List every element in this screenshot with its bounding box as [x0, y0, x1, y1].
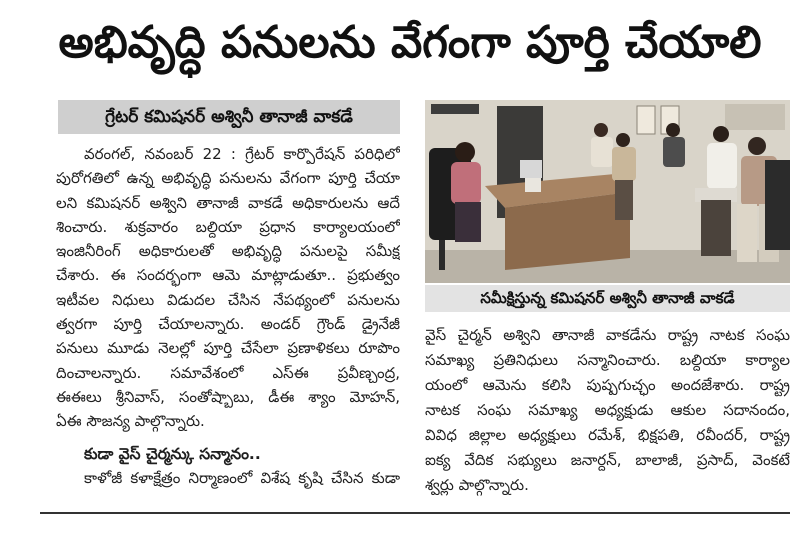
sub-headline: కుడా వైస్ చైర్మన్కు సన్మానం.. [84, 444, 261, 463]
official-legs [701, 200, 731, 256]
body-line: యంలో ఆమెను కలిసి పుష్పగుచ్ఛం అందజేశారు. రాష్ట్ర [425, 376, 790, 394]
official-legs [737, 204, 757, 262]
body-line: ఏఈ సౌజన్య పాల్గొన్నారు. [56, 412, 205, 431]
official-head [594, 123, 608, 137]
commissioner-legs [455, 202, 481, 242]
visitor-chair [765, 160, 790, 250]
body-line: ఇంజినీరింగ్ అధికారులతో అభివృద్ధి పనులపై సమీక్ష [56, 242, 400, 261]
body-line: పురోగతిలో ఉన్న అభివృద్ధి పనులను వేగంగా పూర్తి చేయా [56, 169, 400, 188]
body-line: సమాఖ్య ప్రతినిధులు సన్మానించారు. బల్దియా కార్యాల [425, 351, 790, 369]
commissioner-body [451, 162, 481, 204]
body-line: చేశారు. ఈ సందర్భంగా ఆమె మాట్లాడుతూ.. ప్రభుత్వం [56, 266, 400, 285]
ac-unit [431, 104, 479, 114]
body-line: ఈఈలు శ్రీనివాస్, సంతోష్బాబు, డీఈ శ్యాం మోహన్, [56, 387, 400, 406]
official-body [591, 137, 613, 167]
official-lap-papers [695, 188, 737, 202]
commissioner-head [455, 142, 475, 162]
official-head [748, 137, 766, 155]
official-body [612, 147, 636, 181]
body-line: లని కమిషనర్ అశ్విని తానాజీ వాకడే అధికారులను ఆదే [56, 193, 400, 212]
body-line: వివిధ జిల్లాల అధ్యక్షులు రమేశ్, భిక్షపతి, రవీందర్, రాష్ట్ర [425, 426, 790, 444]
bottom-rule [40, 512, 790, 514]
body-line: వరంగల్, నవంబర్ 22 : గ్రేటర్ కార్పొరేషన్ పరిధిలో [84, 145, 400, 163]
chair-leg [439, 240, 445, 270]
headline: అభివృద్ధి పనులను వేగంగా పూర్తి చేయాలి [58, 17, 762, 68]
body-line: శ్వర్లు పాల్గొన్నారు. [425, 476, 529, 494]
body-line: ఐక్య వేదిక సభ్యులు జనార్దన్, బాలాజీ, ప్రసాద్, వెంకటే [425, 451, 790, 469]
body-line: దించాలన్నారు. సమావేశంలో ఎస్ఈ ప్రవీణ్చంద్ర, [56, 363, 400, 382]
official-body [663, 137, 685, 167]
photo-caption: సమీక్షిస్తున్న కమిషనర్ అశ్వినీ తానాజీ వాకడే [425, 285, 790, 312]
official-head [713, 126, 729, 142]
body-line: వైస్ చైర్మన్ అశ్విని తానాజీ వాకడేను రాష్ట్ర నాటక సంఘ [425, 326, 790, 344]
body-line: త్వరగా పూర్తి చేయాలన్నారు. అండర్ గ్రౌండ్ డ్రైనేజీ [56, 315, 400, 334]
news-photo [425, 100, 790, 283]
body-line: ఇటీవల నిధులు విడుదల చేసిన నేపథ్యంలో పనులను [56, 290, 400, 309]
body-line: కాళోజీ కళాక్షేత్రం నిర్మాణంలో విశేష కృషి చేసిన కుడా [84, 468, 400, 487]
office-meeting-illustration [425, 100, 790, 283]
desk-papers [525, 178, 541, 192]
right-column [425, 323, 790, 498]
official-legs [615, 180, 633, 220]
desk-monitor [520, 160, 542, 178]
wall-frame [637, 106, 655, 134]
left-column [56, 142, 400, 490]
byline-bar: గ్రేటర్ కమిషనర్ అశ్వినీ తానాజీ వాకడే [58, 100, 400, 134]
body-line: పనులు మూడు నెలల్లో పూర్తి చేసేలా ప్రణాళికలు రూపొం [56, 339, 400, 358]
official-head [666, 123, 680, 137]
body-line: శించారు. శుక్రవారం బల్దియా ప్రధాన కార్యాలయంలో [56, 217, 400, 236]
official-body [707, 143, 737, 189]
official-head [616, 133, 630, 147]
wall-board [725, 104, 785, 130]
body-line: నాటక సంఘ సమాఖ్య అధ్యక్షుడు ఆకుల సదానందం, [425, 401, 790, 419]
